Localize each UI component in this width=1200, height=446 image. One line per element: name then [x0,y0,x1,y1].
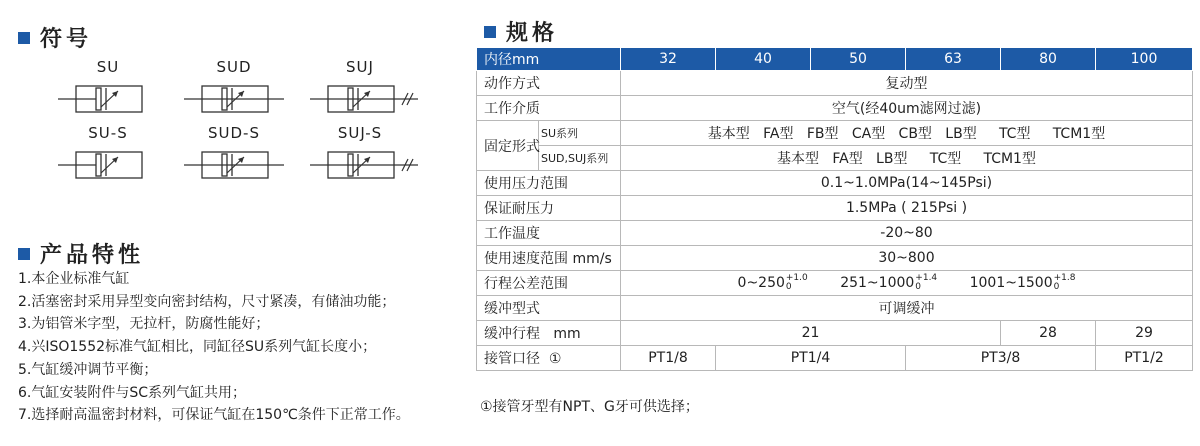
row-sublabel: SU系列 [539,121,621,146]
stroke-tolerance: 251~1000 +1.4 0 [840,273,938,292]
symbol-suj-s: SUJ-S [310,124,410,184]
bore-value: 32 [621,48,716,71]
feature-item: 5.气缸缓冲调节平衡； [18,361,158,378]
table-row [477,221,1193,246]
row-value: PT1/2 [1096,346,1193,371]
bore-label: 内径mm [477,48,621,71]
row-value: 21 [621,321,1001,346]
row-value: 可调缓冲 [621,296,1193,321]
section-bullet-icon [18,32,30,44]
row-label: 使用压力范围 [477,171,621,196]
section-bullet-icon [18,248,30,260]
bore-value: 40 [716,48,811,71]
symbol-section-title: 符号 [18,22,92,53]
spec-section-title: 规格 [484,16,558,47]
table-row [477,171,1193,196]
feature-item: 4.兴ISO1552标准气缸相比，同缸径SU系列气缸长度小； [18,339,377,356]
cylinder-symbol-icon [58,78,158,118]
row-label: 接管口径 ① [477,346,621,371]
row-value: 1.5MPa ( 215Psi ) [621,196,1193,221]
row-value: 基本型 FA型 FB型 CA型 CB型 LB型 TC型 TCM1型 [621,121,1193,146]
table-row [477,71,1193,96]
symbol-sud: SUD [184,58,284,118]
symbol-su-s: SU-S [58,124,158,184]
table-row [477,96,1193,121]
features-section-title: 产品特性 [18,238,144,269]
row-value: 28 [1001,321,1096,346]
symbol-su: SU [58,58,158,118]
footnote: ①接管牙型有NPT、G牙可供选择； [480,399,699,415]
table-row [477,246,1193,271]
cylinder-symbol-icon [58,144,158,184]
row-label: 保证耐压力 [477,196,621,221]
stroke-tolerance: 1001~1500 +1.8 0 [969,273,1076,292]
spec-table [476,47,1193,371]
row-value: 29 [1096,321,1193,346]
cylinder-symbols [50,58,430,188]
row-label: 缓冲型式 [477,296,621,321]
symbol-suj: SUJ [310,58,410,118]
row-value [621,271,1193,296]
symbol-sud-s: SUD-S [184,124,284,184]
row-value: 复动型 [621,71,1193,96]
row-value: 基本型 FA型 LB型 TC型 TCM1型 [621,146,1193,171]
bore-value: 100 [1096,48,1193,71]
row-value: PT3/8 [906,346,1096,371]
row-label: 缓冲行程 mm [477,321,621,346]
row-sublabel: SUD,SUJ系列 [539,146,621,171]
cylinder-symbol-icon [310,78,420,118]
feature-item: 7.选择耐高温密封材料，可保证气缸在150℃条件下正常工作。 [18,407,410,424]
section-bullet-icon [484,26,496,38]
row-label: 使用速度范围 mm/s [477,246,621,271]
row-label: 工作温度 [477,221,621,246]
row-label: 固定形式 [477,121,539,171]
table-row [477,271,1193,296]
feature-item: 6.气缸安装附件与SC系列气缸共用； [18,384,247,401]
feature-item: 1.本企业标准气缸 [18,271,130,287]
row-value: 0.1~1.0MPa(14~145Psi) [621,171,1193,196]
cylinder-symbol-icon [310,144,420,184]
table-row [477,321,1193,346]
row-value: PT1/4 [716,346,906,371]
row-label: 行程公差范围 [477,271,621,296]
row-value: -20~80 [621,221,1193,246]
bore-value: 80 [1001,48,1096,71]
cylinder-symbol-icon [184,144,284,184]
row-label: 动作方式 [477,71,621,96]
feature-item: 2.活塞密封采用异型变向密封结构，尺寸紧凑，有储油功能； [18,293,396,310]
row-value: 空气(经40um滤网过滤) [621,96,1193,121]
features-list [18,268,458,427]
table-header-row [477,48,1193,71]
row-value: 30~800 [621,246,1193,271]
bore-value: 63 [906,48,1001,71]
table-row [477,146,1193,171]
row-label: 工作介质 [477,96,621,121]
table-row [477,296,1193,321]
bore-value: 50 [811,48,906,71]
feature-item: 3.为铝管米字型，无拉杆，防腐性能好； [18,316,270,333]
table-row [477,196,1193,221]
table-row [477,121,1193,146]
stroke-tolerance: 0~250 +1.0 0 [737,273,808,292]
cylinder-symbol-icon [184,78,284,118]
row-value: PT1/8 [621,346,716,371]
table-row [477,346,1193,371]
